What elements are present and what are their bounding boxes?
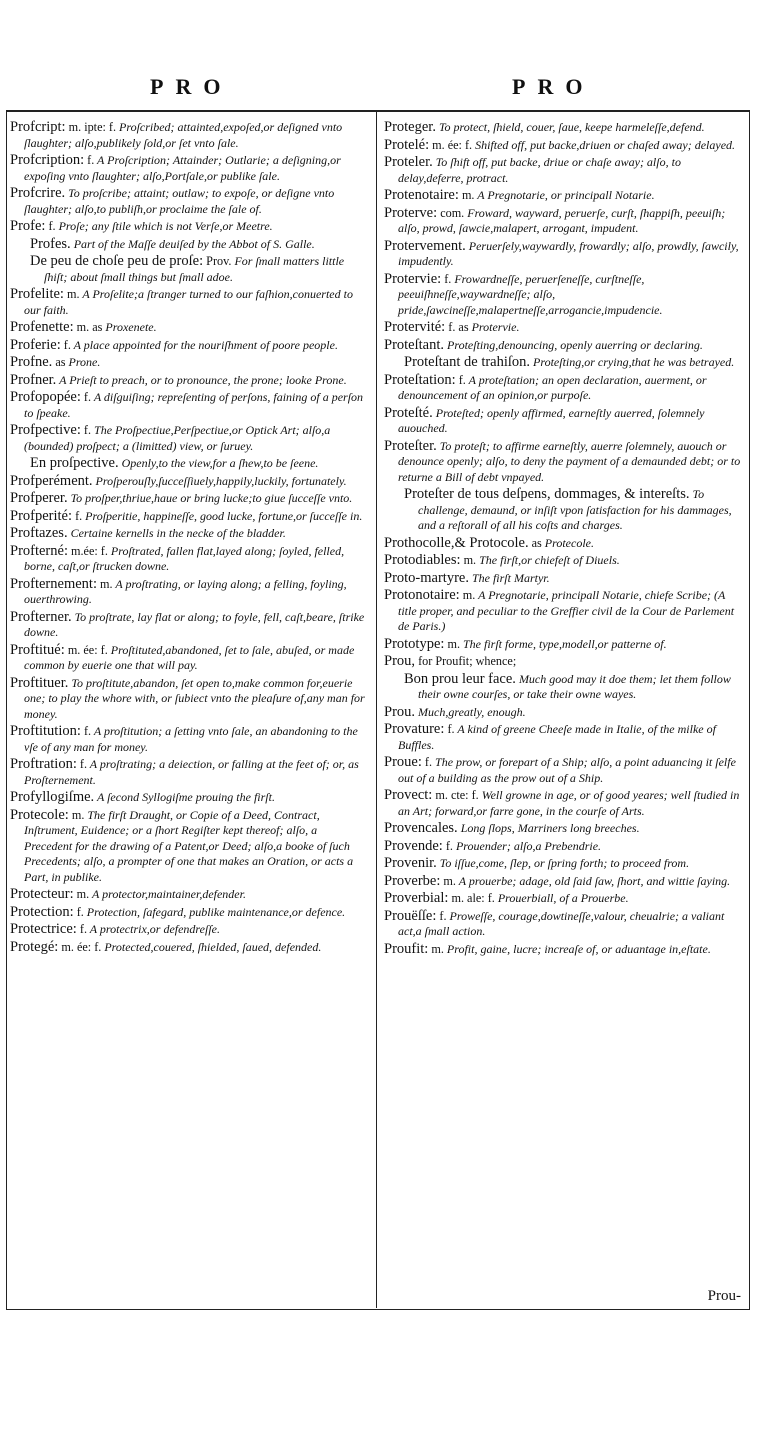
grammar-note: m. ée: f. xyxy=(64,642,108,657)
definition: Openly,to the view,for a ſhew,to be ſeene. xyxy=(118,456,319,470)
definition: The firſt,or chiefeſt of Diuels. xyxy=(476,553,620,567)
dictionary-entry xyxy=(384,206,744,237)
headword: Protectrice: xyxy=(10,921,77,937)
definition: Proſperitie, happineſſe, good lucke, fortune,or ſucceſſe in. xyxy=(82,508,363,523)
headword: Proftitution: xyxy=(10,723,81,739)
dictionary-entry xyxy=(384,637,744,653)
headword: Protegé: xyxy=(10,938,59,955)
dictionary-entry xyxy=(384,571,744,587)
headword: Protelé: xyxy=(384,136,430,153)
dictionary-entry xyxy=(384,536,744,552)
page-header-left: PRO xyxy=(150,74,233,99)
definition: A prouerbe; adage, old ſaid ſaw, ſhort, and wittie ſaying. xyxy=(455,873,731,888)
left-column xyxy=(10,120,368,1305)
grammar-note: f. xyxy=(76,757,88,771)
headword: Protodiables: xyxy=(384,552,461,568)
headword: Protection: xyxy=(10,903,74,920)
definition: The firſt forme, type,modell,or patterne of. xyxy=(460,636,667,651)
dictionary-entry xyxy=(384,856,744,872)
grammar-note: m. xyxy=(459,588,476,602)
dictionary-entry xyxy=(10,373,368,389)
definition: The firſt Martyr. xyxy=(468,570,550,585)
definition: Much good may it doe them; let them follow their owne courſes, or take their owne wayes. xyxy=(418,671,731,701)
definition: Prouender; alſo,a Prebendrie. xyxy=(452,838,602,853)
dictionary-entry xyxy=(384,722,744,753)
dictionary-entry xyxy=(384,821,744,837)
definition: To ſhift off, put backe, driue or chaſe away; alſo, to delay,deferre, protract. xyxy=(398,155,681,185)
definition: Froward, wayward, peruerſe, curſt, ſhappiſh, peeuiſh; alſo, prowd, ſawcie,malapert, arrogant, impudent. xyxy=(398,205,726,235)
definition: Proxenete. xyxy=(102,320,157,334)
grammar-note: for Proufit; whence; xyxy=(415,654,517,668)
grammar-note: f. xyxy=(441,271,452,286)
definition: Protection, ſafegard, publike maintenance,or defence. xyxy=(83,904,346,919)
grammar-note: as xyxy=(52,355,66,369)
headword: Prou, xyxy=(384,653,416,669)
definition: A diſguiſing; repreſenting of perſons, faining of a perſon to ſpeake. xyxy=(24,390,364,420)
headword: Profcript: xyxy=(10,120,66,135)
definition: Protecole. xyxy=(541,535,594,550)
definition: Proſperouſly,ſucceſſiuely,happily,luckily, fortunately. xyxy=(92,473,347,488)
grammar-note: m. xyxy=(460,553,477,567)
headword: Profcription: xyxy=(10,152,85,168)
headword: Profyllogiſme. xyxy=(10,789,95,805)
headword: Proue: xyxy=(384,754,422,770)
dictionary-entry xyxy=(10,610,368,641)
headword: De peu de choſe peu de proſe: xyxy=(30,253,204,269)
dictionary-entry xyxy=(10,120,368,151)
headword: Bon prou leur face. xyxy=(404,670,516,687)
definition: Long ſlops, Marriners long breeches. xyxy=(457,821,640,835)
grammar-note: m. ipte: f. xyxy=(65,120,117,134)
headword: Proferie: xyxy=(10,336,61,353)
dictionary-entry xyxy=(10,808,368,886)
dictionary-entry xyxy=(384,272,744,319)
dictionary-entry xyxy=(10,320,368,336)
dictionary-entry xyxy=(384,320,744,336)
headword: Proteſter. xyxy=(384,437,437,454)
definition: For ſmall matters little ſhiſt; about ſmall things but ſmall adoe. xyxy=(44,254,345,284)
headword: Proufit: xyxy=(384,940,429,957)
right-column xyxy=(384,120,744,1305)
definition: A proſtrating; a deiection, or falling at the feet of; or, as Proſternement. xyxy=(24,757,359,787)
definition: Protervie. xyxy=(468,320,520,334)
definition: A Proſelite;a ſtranger turned to our faſhion,conuerted to our faith. xyxy=(24,287,353,317)
headword: En proſpective. xyxy=(30,455,119,471)
headword: Profe: xyxy=(10,218,46,234)
definition: Well growne in age, or of good yeares; well ſtudied in an Art; forward,or farre gone, in the courſe of Arts. xyxy=(398,788,740,818)
dictionary-entry xyxy=(10,676,368,723)
dictionary-entry xyxy=(10,355,368,371)
definition: Proteſted; openly affirmed, earneſtly auerred, ſolemnely auouched. xyxy=(398,405,705,435)
grammar-note: f. as xyxy=(445,320,469,334)
definition: A Pregnotarie, or principall Notarie. xyxy=(474,188,655,202)
definition: Profit, gaine, lucre; increaſe of, or aduantage in,eſtate. xyxy=(443,941,711,956)
headword: Proteſté. xyxy=(384,404,433,421)
headword: Profperément. xyxy=(10,472,93,489)
definition: A proſtitution; a ſetting vnto ſale, an abandoning to the vſe of any man for money. xyxy=(24,724,358,754)
grammar-note: f. xyxy=(80,423,92,437)
definition: Much,greatly, enough. xyxy=(415,704,526,719)
dictionary-entry xyxy=(384,373,744,404)
dictionary-entry xyxy=(10,724,368,755)
dictionary-entry xyxy=(384,188,744,204)
headword: Profcrire. xyxy=(10,185,66,201)
dictionary-entry xyxy=(10,790,368,806)
definition: Part of the Maſſe deuiſed by the Abbot of S. Galle. xyxy=(70,236,315,251)
dictionary-entry xyxy=(384,588,744,635)
headword: Profterner. xyxy=(10,608,72,625)
definition: A protectrix,or defendreſſe. xyxy=(87,922,220,936)
headword: Proto-martyre. xyxy=(384,569,469,586)
headword: Proteger. xyxy=(384,120,436,135)
headword: Proftration: xyxy=(10,756,77,772)
column-divider xyxy=(376,112,377,1308)
dictionary-entry xyxy=(384,120,744,136)
dictionary-entry xyxy=(10,577,368,608)
definition: A kind of greene Cheeſe made in Italie, of the milke of Buffles. xyxy=(398,722,716,752)
dictionary-entry xyxy=(10,922,368,938)
grammar-note: m. xyxy=(458,188,475,202)
headword: Protervement. xyxy=(384,237,466,254)
grammar-note: Prov. xyxy=(203,254,232,268)
grammar-note: f. xyxy=(73,904,84,919)
page-header-right: PRO xyxy=(512,74,595,99)
definition: Proſe; any ſtile which is not Verſe,or Meetre. xyxy=(55,219,273,233)
dictionary-entry xyxy=(10,186,368,217)
headword: Profperer. xyxy=(10,490,68,506)
sub-entry xyxy=(10,237,368,253)
headword: Provect: xyxy=(384,787,433,803)
grammar-note: m. xyxy=(444,636,460,651)
dictionary-entry xyxy=(10,491,368,507)
headword: Proterve: xyxy=(384,204,438,221)
sub-entry xyxy=(384,355,744,371)
dictionary-entry xyxy=(384,705,744,721)
grammar-note: f. xyxy=(444,722,455,736)
headword: Profes. xyxy=(30,235,71,252)
dictionary-entry xyxy=(10,643,368,674)
headword: Protonotaire: xyxy=(384,587,460,603)
grammar-note: m. xyxy=(63,287,80,301)
sub-entry xyxy=(384,672,744,703)
grammar-note: m. ée: f. xyxy=(58,939,102,954)
definition: A place appointed for the nouriſhment of poore people. xyxy=(70,337,338,352)
definition: Peruerſely,waywardly, frowardly; alſo, prowdly, ſawcily, impudently. xyxy=(398,238,739,268)
sub-entry xyxy=(384,487,744,534)
definition: Proweſſe, courage,dowtineſſe,valour, cheualrie; a valiant act,a ſmall action. xyxy=(398,908,725,938)
dictionary-entry xyxy=(10,219,368,235)
definition: Proſtrated, fallen flat,layed along; ſoyled, felled, borne, caſt,or ſtrucken downe. xyxy=(24,543,345,573)
headword: Proteſter de tous deſpens, dommages, & intereſts. xyxy=(404,486,690,502)
headword: Profopopée: xyxy=(10,389,81,405)
headword: Provenir. xyxy=(384,855,437,871)
definition: Proſtituted,abandoned, ſet to ſale, abuſed, or made common by euerie one that will pay. xyxy=(24,642,355,672)
headword: Proftituer. xyxy=(10,674,69,691)
headword: Proteſtant de trahiſon. xyxy=(404,354,531,370)
definition: Proſcribed; attainted,expoſed,or deſigned vnto ſlaughter; alſo,publikely ſold,or ſet vnto ſale. xyxy=(24,120,343,150)
dictionary-entry xyxy=(10,905,368,921)
definition: Proteſting,or crying,that he was betrayed. xyxy=(530,355,735,369)
dictionary-entry xyxy=(384,909,744,940)
grammar-note: m. xyxy=(440,873,456,888)
grammar-note: f. xyxy=(45,219,56,233)
grammar-note: f. xyxy=(72,508,83,523)
dictionary-entry xyxy=(384,155,744,186)
definition: Frowardneſſe, peruerſeneſſe, curſtneſſe, peeuiſhneſſe,waywardneſſe; alſo, pride,ſawcineſſe,malapertneſſe,arrogancie,impudencie. xyxy=(398,271,663,317)
dictionary-entry xyxy=(10,287,368,318)
dictionary-entry xyxy=(10,153,368,184)
definition: To proſper,thriue,haue or bring lucke;to giue ſucceſſe vnto. xyxy=(67,491,353,505)
grammar-note: f. xyxy=(455,372,466,387)
definition: Protected,couered, ſhielded, ſaued, defended. xyxy=(101,939,322,954)
definition: To proteſt; to affirme earneſtly, auerre ſolemnely, auouch or denounce openly; alſo, to deny the payment of a demaunded debt; or to returne a Bill of debt vnpayed. xyxy=(398,438,741,484)
dictionary-entry xyxy=(384,788,744,819)
grammar-note: as xyxy=(528,535,542,550)
headword: Protervité: xyxy=(384,319,446,335)
dictionary-entry xyxy=(10,526,368,542)
headword: Profterné: xyxy=(10,542,68,559)
definition: A Proſcription; Attainder; Outlarie; a deſigning,or expoſing vnto ſlaughter; alſo,Portſale,or publike ſale. xyxy=(24,153,341,183)
dictionary-entry xyxy=(384,239,744,270)
dictionary-entry xyxy=(10,509,368,525)
sub-entry xyxy=(10,254,368,285)
grammar-note: m. xyxy=(68,807,85,822)
dictionary-entry xyxy=(384,406,744,437)
headword: Protervie: xyxy=(384,270,442,287)
grammar-note: m. cte: f. xyxy=(432,788,479,802)
definition: A protector,maintainer,defender. xyxy=(89,887,246,901)
definition: To challenge, demaund, or inſiſt vpon ſatisfaction for his dammages, and a reſtorall of all his coſts and charges. xyxy=(418,487,732,532)
dictionary-entry xyxy=(384,439,744,486)
dictionary-entry xyxy=(10,544,368,575)
grammar-note: f. xyxy=(84,153,95,167)
dictionary-entry xyxy=(384,338,744,354)
dictionary-entry xyxy=(10,390,368,421)
headword: Profternement: xyxy=(10,575,97,592)
headword: Proverbial: xyxy=(384,890,449,906)
dictionary-entry xyxy=(384,839,744,855)
definition: A Pregnotarie, principall Notarie, chiefe Scribe; (A title proper, and peculiar to the Greffier civil de la Cour de Parlement de Paris.) xyxy=(398,588,735,633)
dictionary-entry xyxy=(10,940,368,956)
dictionary-entry xyxy=(384,138,744,154)
headword: Provature: xyxy=(384,721,445,737)
definition: Shifted off, put backe,driuen or chaſed away; delayed. xyxy=(472,137,736,152)
grammar-note: m. xyxy=(73,887,90,901)
definition: A Prieſt to preach, or to pronounce, the prone; looke Prone. xyxy=(56,372,347,387)
headword: Provende: xyxy=(384,837,443,854)
headword: Profperité: xyxy=(10,507,73,524)
grammar-note: f. xyxy=(76,922,87,936)
definition: To proſcribe; attaint; outlaw; to expoſe, or deſigne vnto ſlaughter; alſo,to publiſh,or proclaime the ſale of. xyxy=(24,186,335,216)
definition: To iſſue,come, ſlep, or ſpring forth; to proceed from. xyxy=(436,856,690,870)
definition: Prone. xyxy=(65,355,101,369)
definition: A proteſtation; an open declaration, auerment, or denouncement of an opinion,or purpoſe. xyxy=(398,372,707,402)
headword: Proftitué: xyxy=(10,641,65,658)
definition: Proteſting,denouncing, openly auerring or declaring. xyxy=(444,337,703,352)
dictionary-entry xyxy=(384,942,744,958)
headword: Proteſtant. xyxy=(384,336,445,353)
headword: Prothocolle,& Protocole. xyxy=(384,534,529,551)
headword: Proverbe: xyxy=(384,872,441,889)
headword: Provencales. xyxy=(384,820,458,836)
grammar-note: m. xyxy=(428,941,444,956)
grammar-note: m. ale: f. xyxy=(448,891,495,905)
headword: Proteler. xyxy=(384,154,433,170)
dictionary-entry xyxy=(10,423,368,454)
headword: Profpective: xyxy=(10,422,81,438)
dictionary-entry xyxy=(10,757,368,788)
definition: A proſtrating, or laying along; a felling, foyling, ouerthrowing. xyxy=(24,576,347,606)
definition: To protect, ſhield, couer, ſaue, keepe harmeleſſe,defend. xyxy=(435,120,705,134)
definition: A ſecond Syllogiſme prouing the firſt. xyxy=(94,790,275,804)
grammar-note: f. xyxy=(60,337,71,352)
headword: Protenotaire: xyxy=(384,187,459,203)
grammar-note: com. xyxy=(437,205,465,220)
grammar-note: f. xyxy=(436,908,447,923)
definition: Certaine kernells in the necke of the bladder. xyxy=(67,526,286,540)
dictionary-entry xyxy=(384,874,744,890)
grammar-note: m.ée: f. xyxy=(67,543,108,558)
grammar-note: m. xyxy=(96,576,113,591)
dictionary-entry xyxy=(10,474,368,490)
headword: Profne. xyxy=(10,354,53,370)
sub-entry xyxy=(10,456,368,472)
dictionary-entry xyxy=(10,338,368,354)
headword: Protecole: xyxy=(10,806,69,823)
grammar-note: f. xyxy=(80,390,92,404)
grammar-note: f. xyxy=(421,755,433,769)
headword: Profenette: xyxy=(10,319,74,335)
definition: The Proſpectiue,Perſpectiue,or Optick Art; alſo,a (bounded) proſpect; a (limitted) view, or ſuruey. xyxy=(24,423,331,453)
headword: Prouëſſe: xyxy=(384,907,437,924)
definition: The prow, or forepart of a Ship; alſo, a point aduancing it ſelfe out of a building as the prow out of a Ship. xyxy=(398,755,736,785)
definition: To proſtrate, lay flat or along; to foyle, fell, caſt,beare, ſtrike downe. xyxy=(24,609,365,639)
headword: Prototype: xyxy=(384,635,445,652)
headword: Proftazes. xyxy=(10,525,68,541)
headword: Prou. xyxy=(384,703,416,720)
headword: Profner. xyxy=(10,371,57,388)
dictionary-entry xyxy=(384,755,744,786)
dictionary-entry xyxy=(384,654,744,670)
grammar-note: m. ée: f. xyxy=(429,137,473,152)
grammar-note: f. xyxy=(80,724,92,738)
catchword: Prou- xyxy=(707,1288,741,1304)
grammar-note: f. xyxy=(442,838,453,853)
grammar-note: m. as xyxy=(73,320,103,334)
headword: Protecteur: xyxy=(10,886,74,902)
headword: Proteſtation: xyxy=(384,371,456,388)
dictionary-entry xyxy=(10,887,368,903)
dictionary-entry xyxy=(384,891,744,907)
definition: To proſtitute,abandon, ſet open to,make common for,euerie one; to play the whore with, or ſubiect vnto the pleaſure of,any man for money. xyxy=(24,675,365,721)
definition: Prouerbiall, of a Prouerbe. xyxy=(494,891,629,905)
dictionary-entry xyxy=(384,553,744,569)
headword: Profelite: xyxy=(10,286,64,302)
definition: The firſt Draught, or Copie of a Deed, Contract, Inſtrument, Euidence; or a ſhort Regiſter kept thereof; alſo, a Precedent for the drawing of a Patent,or Deed; alſo,a booke of ſuch Precedents; alſo, a prompter of one that makes an Oration, or acts a Part, in publike. xyxy=(24,807,354,884)
